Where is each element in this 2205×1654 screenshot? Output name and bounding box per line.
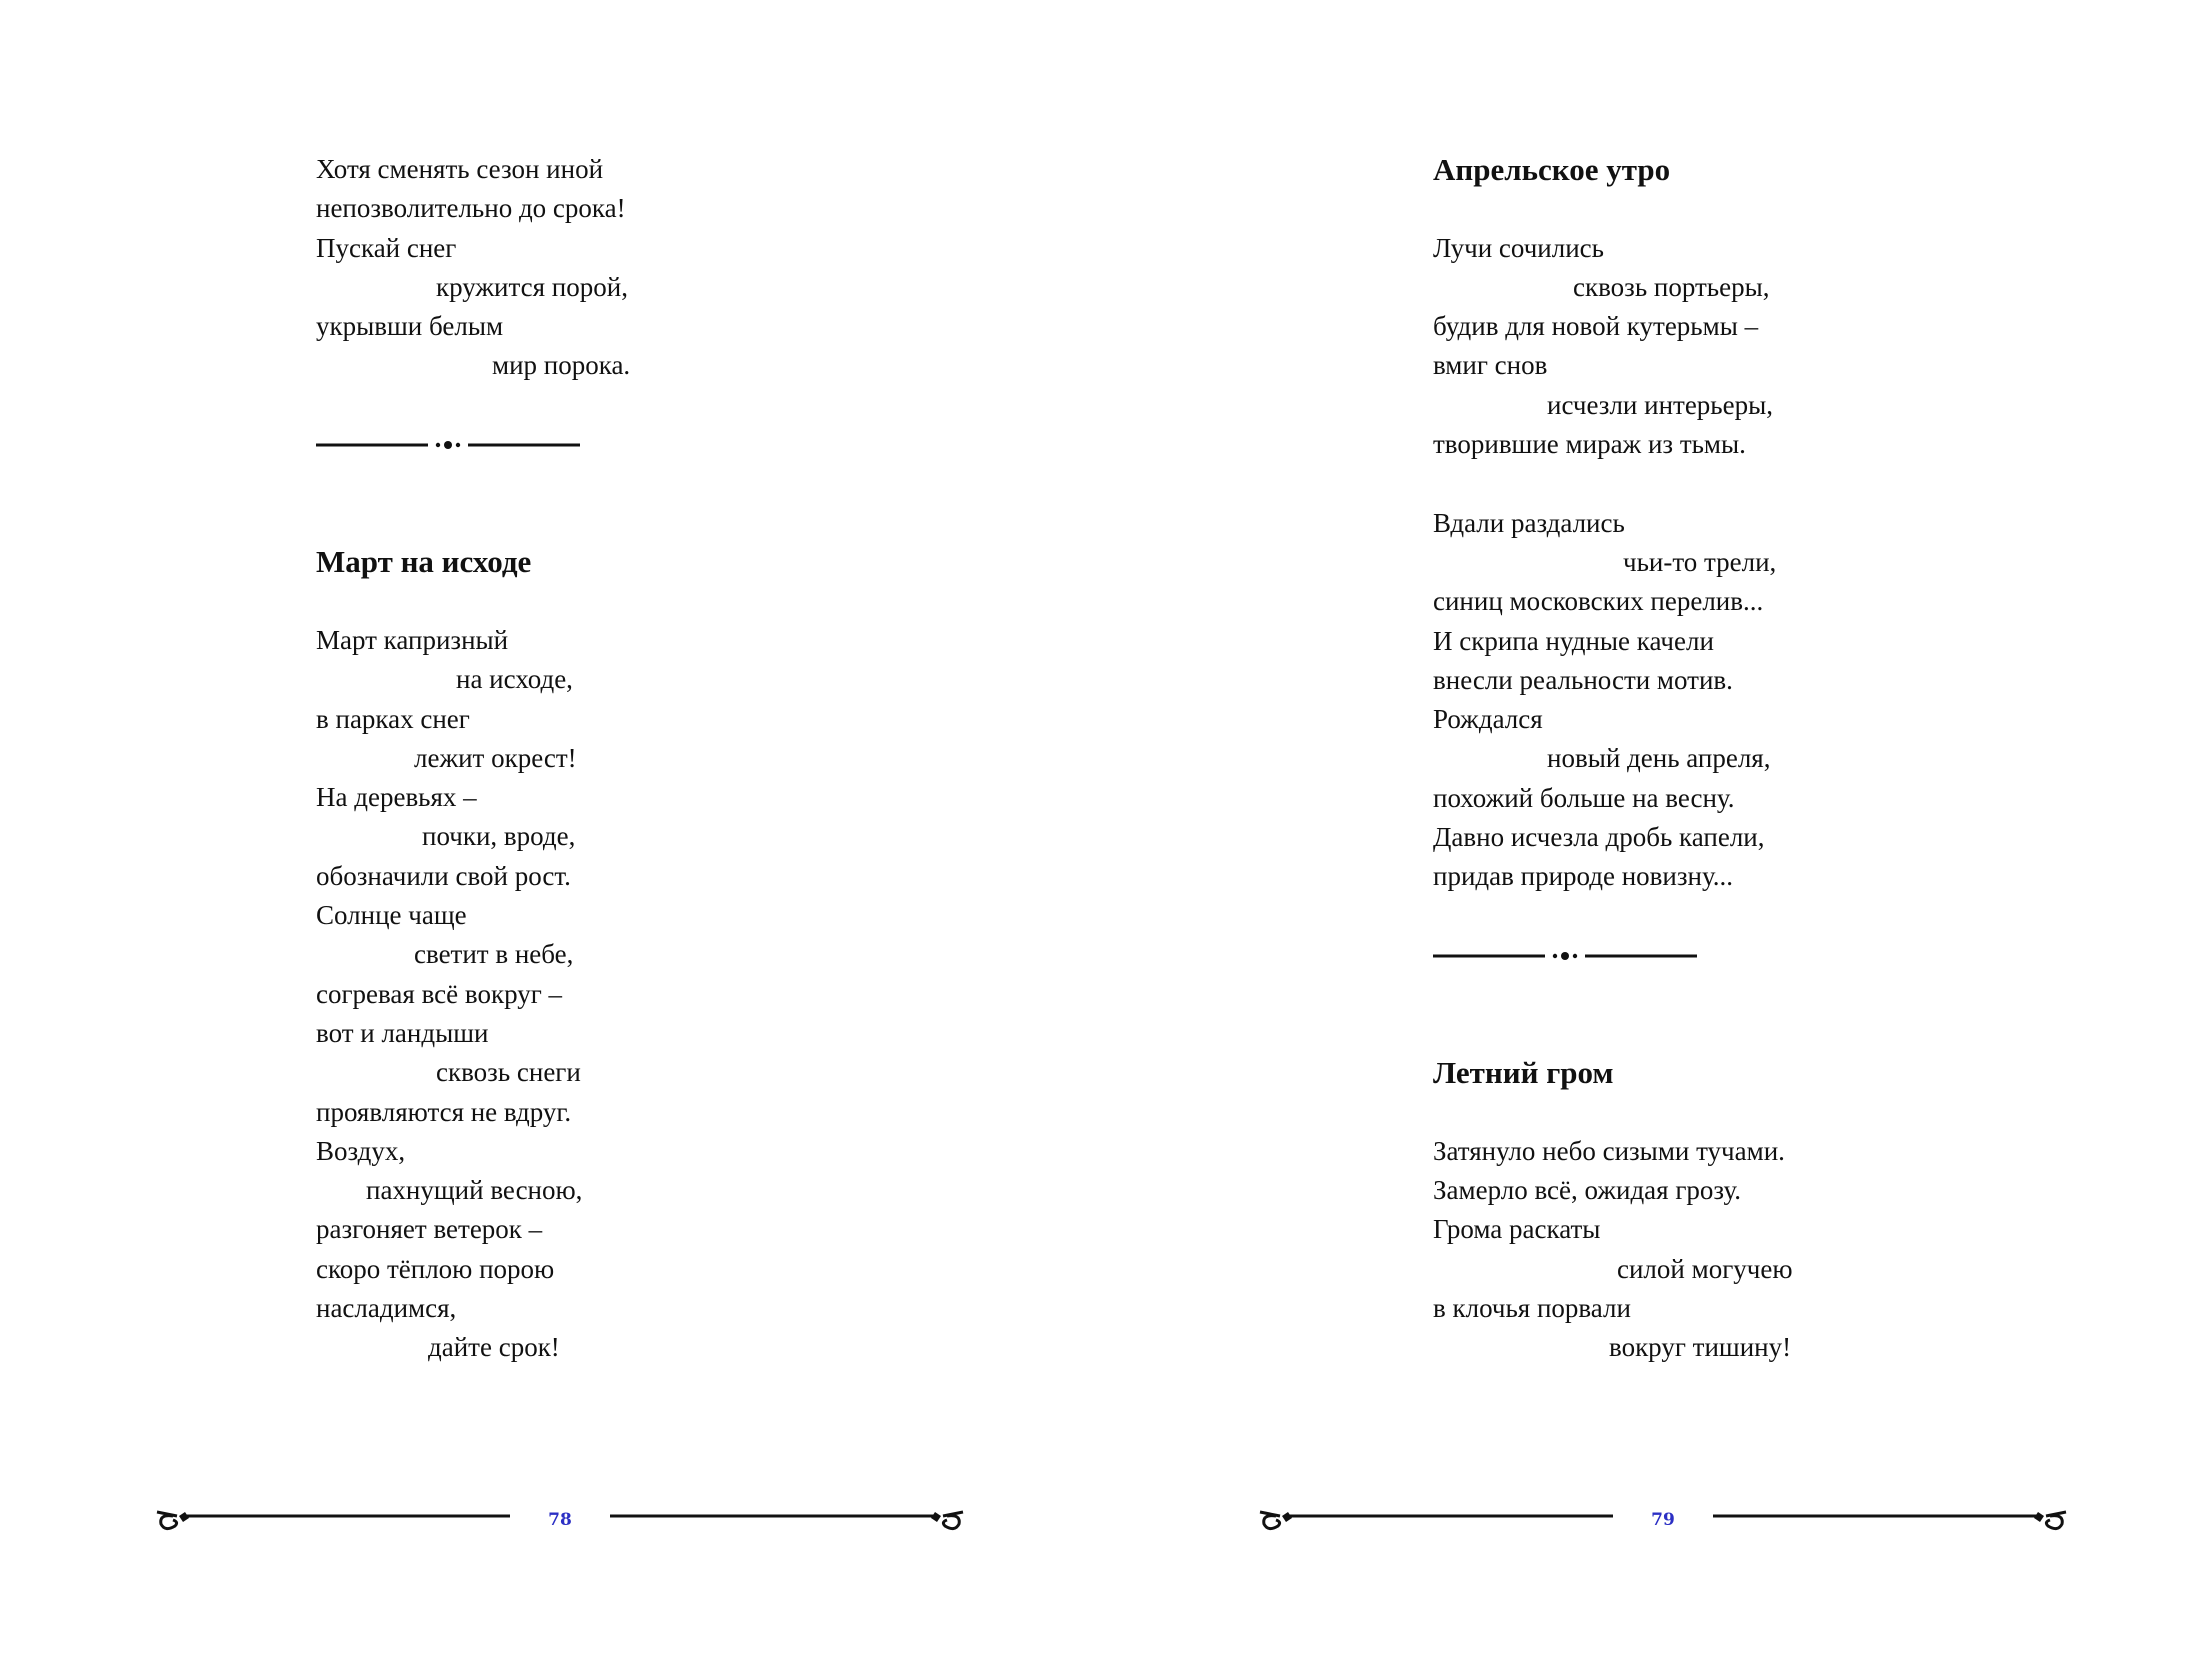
- poem-line: проявляются не вдруг.: [316, 1096, 572, 1127]
- poem-line: сквозь снеги: [436, 1057, 581, 1088]
- poem-line: разгоняет ветерок –: [316, 1214, 543, 1245]
- poem-line: Март капризный: [316, 624, 509, 655]
- footer-ornament-right-icon: [1708, 1490, 2068, 1540]
- poem-line: Пускай снег: [316, 232, 457, 263]
- right-text-column: [1433, 150, 1793, 1368]
- poem-body: [1433, 1132, 1793, 1368]
- poem-line: Лучи сочились: [1433, 232, 1604, 263]
- poem-line: на исходе,: [456, 664, 573, 695]
- poem-line: светит в небе,: [414, 939, 574, 970]
- poem-line: почки, вроде,: [422, 821, 576, 852]
- poem-line: Воздух,: [316, 1135, 406, 1166]
- left-page: [0, 0, 1102, 1654]
- poem-line: скоро тёплою порою: [316, 1253, 555, 1284]
- poem-line: силой могучею: [1617, 1253, 1793, 1284]
- poem-line: непозволительно до срока!: [316, 193, 626, 224]
- poem-line: в клочья порвали: [1433, 1293, 1631, 1324]
- poem-line: творившие мираж из тьмы.: [1433, 429, 1746, 460]
- poem-line: мир порока.: [492, 350, 631, 381]
- poem-title: Март на исходе: [316, 544, 532, 580]
- poem-line: Солнце чаще: [316, 900, 467, 931]
- poem-line: вмиг снов: [1433, 350, 1548, 381]
- poem-line: кружится порой,: [436, 271, 628, 302]
- section-divider: [1433, 936, 1703, 975]
- poem-line: укрывши белым: [316, 311, 504, 342]
- poem-title: Апрельское утро: [1433, 152, 1671, 187]
- poem-line: новый день апреля,: [1547, 743, 1771, 774]
- poem-line: И скрипа нудные качели: [1433, 625, 1714, 656]
- right-page: [1103, 0, 2205, 1654]
- poem-line: Хотя сменять сезон иной: [316, 154, 604, 184]
- poem-line: в парках снег: [316, 703, 470, 734]
- poem-line: вокруг тишину!: [1609, 1332, 1792, 1363]
- poem-line: придав природе новизну...: [1433, 861, 1734, 892]
- left-text-column: [316, 150, 630, 1368]
- poem-line: вот и ландыши: [316, 1017, 489, 1048]
- poem-line: сквозь портьеры,: [1573, 271, 1770, 302]
- poem-line: пахнущий весною,: [366, 1175, 583, 1206]
- section-divider: [316, 425, 586, 464]
- poem-line: обозначили свой рост.: [316, 860, 571, 891]
- poem-body: [316, 621, 630, 1368]
- poem-line: исчезли интерьеры,: [1547, 389, 1773, 420]
- poem-line: Замерло всё, ожидая грозу.: [1433, 1175, 1742, 1206]
- page-number: 79: [1651, 1510, 1675, 1530]
- poem-line: лежит окрест!: [414, 742, 577, 773]
- poem-line: Грома раскаты: [1433, 1214, 1601, 1245]
- poem-title: Летний гром: [1433, 1055, 1614, 1091]
- poem-body: [1433, 229, 1793, 897]
- footer-ornament-left-icon: [1258, 1490, 1618, 1540]
- poem-line: Затянуло небо сизыми тучами.: [1433, 1135, 1785, 1166]
- poem-line: насладимся,: [316, 1293, 457, 1324]
- divider-ornament-icon: [316, 438, 586, 452]
- page-number: 78: [548, 1510, 572, 1530]
- poem-continuation: [316, 150, 630, 386]
- poem-line: похожий больше на весну.: [1433, 782, 1735, 813]
- poem-line: На деревьях –: [316, 782, 477, 813]
- footer-ornament-left-icon: [155, 1490, 515, 1540]
- poem-line: Давно исчезла дробь капели,: [1433, 822, 1765, 853]
- poem-line: Рождался: [1433, 704, 1543, 735]
- poem-line: будив для новой кутерьмы –: [1433, 311, 1759, 342]
- poem-line: согревая всё вокруг –: [316, 978, 563, 1009]
- poem-line: чьи-то трели,: [1623, 546, 1777, 577]
- poem-line: синиц московских перелив...: [1433, 586, 1764, 617]
- stanza-break: [1433, 464, 1793, 503]
- footer-ornament-right-icon: [605, 1490, 965, 1540]
- poem-line: Вдали раздались: [1433, 507, 1625, 538]
- page-footer: [1103, 1490, 2205, 1550]
- poem-line: внесли реальности мотив.: [1433, 664, 1733, 695]
- divider-ornament-icon: [1433, 949, 1703, 963]
- page-footer: [0, 1490, 1102, 1550]
- poem-line: дайте срок!: [428, 1332, 560, 1363]
